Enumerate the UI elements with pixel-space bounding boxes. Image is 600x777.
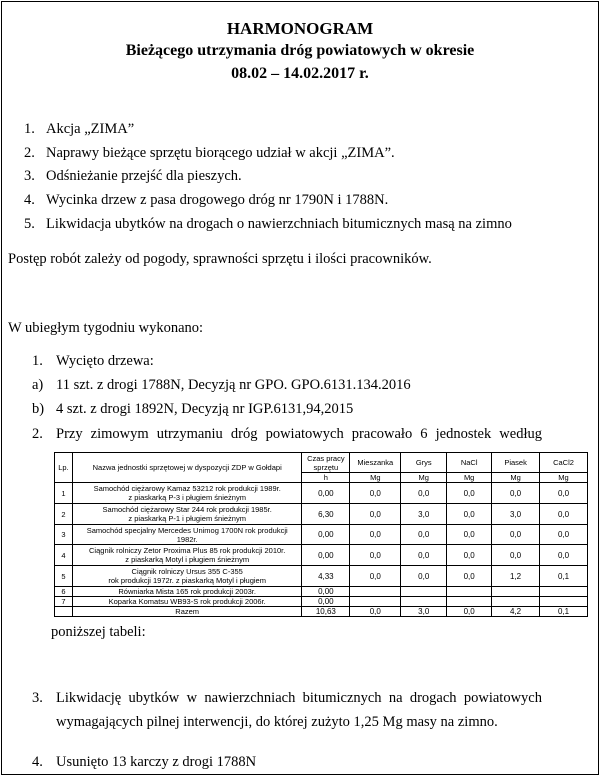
- cell-name-line: Samochód ciężarowy Kamaz 53212 rok produkcji 1989r.: [93, 484, 281, 493]
- cell-cacl: 0,0: [540, 504, 588, 525]
- cell-cacl: 0,0: [540, 483, 588, 504]
- cell-grys: 3,0: [401, 504, 447, 525]
- unit-sand: Mg: [492, 473, 540, 483]
- cell-nacl: [447, 587, 492, 597]
- cell-grys: 0,0: [401, 545, 447, 566]
- cell-nacl: 0,0: [447, 483, 492, 504]
- cell-name-line: Ciągnik rolniczy Zetor Proxima Plus 85 rok produkcji 2010r.: [89, 546, 286, 555]
- table-row: [55, 483, 588, 504]
- sum-nacl: 0,0: [447, 607, 492, 617]
- cell-sand: 0,0: [492, 525, 540, 545]
- header-cacl: CaCl2: [540, 453, 588, 473]
- header-grys: Grys: [401, 453, 447, 473]
- cell-lp: 4: [55, 545, 73, 566]
- header-time: Czas pracy sprzętu: [302, 453, 350, 473]
- cell-name: Koparka Komatsu WB93-S rok produkcji 2006r.: [72, 597, 301, 607]
- cell-time: 4,33: [302, 566, 350, 587]
- cell-mix: 0,0: [350, 504, 401, 525]
- done-subitem-text: 11 szt. z drogi 1788N, Decyzją nr GPO. GPO.6131.134.2016: [56, 377, 411, 393]
- unit-time: h: [302, 473, 350, 483]
- done-item-number: 3.: [32, 690, 43, 706]
- header-lp: Lp.: [55, 453, 73, 483]
- table-row: [55, 597, 588, 607]
- cell-mix: [350, 597, 401, 607]
- table-sum-row: [55, 607, 588, 617]
- cell-cacl: 0,1: [540, 566, 588, 587]
- cell-name: [72, 504, 301, 525]
- cell-lp: 5: [55, 566, 73, 587]
- cell-name: [72, 566, 301, 587]
- done-item-text: Usunięto 13 karczy z drogi 1788N: [56, 754, 257, 770]
- plan-item-number: 5.: [24, 216, 35, 232]
- cell-time: 0,00: [302, 587, 350, 597]
- plan-item-text: Wycinka drzew z pasa drogowego dróg nr 1790N i 1788N.: [46, 192, 389, 208]
- cell-name-line: z piaskarką P-1 i pługiem śnieżnym: [128, 514, 246, 523]
- cell-mix: 0,0: [350, 483, 401, 504]
- plan-item-text: Odśnieżanie przejść dla pieszych.: [46, 168, 242, 184]
- cell-lp: 1: [55, 483, 73, 504]
- cell-lp: 3: [55, 525, 73, 545]
- header-mix: Mieszanka: [350, 453, 401, 473]
- cell-sand: [492, 587, 540, 597]
- cell-cacl: 0,0: [540, 525, 588, 545]
- cell-cacl: [540, 587, 588, 597]
- document-title: HARMONOGRAM: [226, 19, 374, 38]
- cell-name-line: z piaskarką P-3 i pługiem śnieżnym: [128, 493, 246, 502]
- plan-item-text: Akcja „ZIMA”: [46, 121, 135, 137]
- unit-mix: Mg: [350, 473, 401, 483]
- cell-grys: 0,0: [401, 483, 447, 504]
- done-subitem-letter: a): [32, 377, 44, 393]
- table-row: [55, 545, 588, 566]
- sum-label: Razem: [72, 607, 301, 617]
- header-sand: Piasek: [492, 453, 540, 473]
- cell-nacl: 0,0: [447, 545, 492, 566]
- done-item-text: Przy zimowym utrzymaniu dróg powiatowych pracowało 6 jednostek według: [56, 426, 542, 442]
- done-item-number: 1.: [32, 353, 43, 369]
- cell-sand: 1,2: [492, 566, 540, 587]
- document-subtitle: Bieżącego utrzymania dróg powiatowych w okresie: [125, 42, 475, 59]
- cell-name: [72, 545, 301, 566]
- cell-nacl: 0,0: [447, 504, 492, 525]
- cell-sand: 3,0: [492, 504, 540, 525]
- cell-lp: [55, 607, 73, 617]
- cell-grys: [401, 597, 447, 607]
- sum-time: 10,63: [302, 607, 350, 617]
- table-row: [55, 587, 588, 597]
- cell-nacl: [447, 597, 492, 607]
- cell-name-line: 1982r.: [176, 534, 198, 544]
- done-item-number: 2.: [32, 426, 43, 442]
- cell-cacl: [540, 597, 588, 607]
- cell-name-line: Samochód ciężarowy Star 244 rok produkcji 1985r.: [102, 505, 272, 514]
- done-subitem-letter: b): [32, 401, 45, 417]
- unit-nacl: Mg: [447, 473, 492, 483]
- cell-name-line: Samochód specjalny Mercedes Unimog 1700N rok produkcji: [86, 525, 288, 535]
- header-nacl: NaCl: [447, 453, 492, 473]
- unit-grys: Mg: [401, 473, 447, 483]
- cell-time: 6,30: [302, 504, 350, 525]
- done-heading: W ubiegłym tygodniu wykonano:: [8, 320, 204, 336]
- cell-mix: [350, 587, 401, 597]
- plan-item-text: Likwidacja ubytków na drogach o nawierzchniach bitumicznych masą na zimno: [46, 216, 512, 232]
- cell-sand: 0,0: [492, 545, 540, 566]
- cell-time: 0,00: [302, 545, 350, 566]
- done-item-continuation: poniższej tabeli:: [51, 624, 146, 640]
- document-period: 08.02 – 14.02.2017 r.: [231, 65, 369, 82]
- cell-name: [72, 483, 301, 504]
- cell-sand: 0,0: [492, 483, 540, 504]
- cell-mix: 0,0: [350, 525, 401, 545]
- cell-cacl: 0,0: [540, 545, 588, 566]
- cell-time: 0,00: [302, 597, 350, 607]
- table-row: [55, 566, 588, 587]
- cell-name-line: Ciągnik rolniczy Ursus 355 C-355: [131, 567, 243, 576]
- unit-cacl: Mg: [540, 473, 588, 483]
- cell-grys: [401, 587, 447, 597]
- plan-item-number: 1.: [24, 121, 35, 137]
- table-header-row: [55, 453, 588, 473]
- cell-name-line: z piaskarką Motyl i pługiem śnieżnym: [125, 555, 250, 564]
- table-row: [55, 504, 588, 525]
- document-page: [1, 1, 599, 775]
- cell-nacl: 0,0: [447, 525, 492, 545]
- plan-item-text: Naprawy bieżące sprzętu biorącego udział w akcji „ZIMA”.: [46, 145, 395, 161]
- sum-cacl: 0,1: [540, 607, 588, 617]
- cell-mix: 0,0: [350, 545, 401, 566]
- cell-name: Równiarka Mista 165 rok produkcji 2003r.: [72, 587, 301, 597]
- cell-lp: 7: [55, 597, 73, 607]
- plan-item-number: 4.: [24, 192, 35, 208]
- cell-grys: 0,0: [401, 566, 447, 587]
- cell-mix: 0,0: [350, 566, 401, 587]
- sum-sand: 4,2: [492, 607, 540, 617]
- done-subitem-text: 4 szt. z drogi 1892N, Decyzją nr IGP.6131,94,2015: [56, 401, 354, 417]
- cell-lp: 2: [55, 504, 73, 525]
- header-name: Nazwa jednostki sprzętowej w dyspozycji ZDP w Gołdapi: [72, 453, 301, 483]
- cell-nacl: 0,0: [447, 566, 492, 587]
- progress-note: Postęp robót zależy od pogody, sprawności sprzętu i ilości pracowników.: [8, 251, 432, 267]
- done-item-number: 4.: [32, 754, 43, 770]
- done-item-text-line2: wymagających pilnej interwencji, do której zużyto 1,25 Mg masy na zimno.: [56, 714, 498, 730]
- cell-lp: 6: [55, 587, 73, 597]
- done-item-text: Likwidację ubytków w nawierzchniach bitumicznych na drogach powiatowych: [56, 690, 542, 706]
- sum-grys: 3,0: [401, 607, 447, 617]
- equipment-table: [54, 452, 588, 617]
- cell-sand: [492, 597, 540, 607]
- plan-item-number: 3.: [24, 168, 35, 184]
- cell-time: 0,00: [302, 483, 350, 504]
- cell-time: 0,00: [302, 525, 350, 545]
- plan-item-number: 2.: [24, 145, 35, 161]
- sum-mix: 0,0: [350, 607, 401, 617]
- cell-grys: 0,0: [401, 525, 447, 545]
- done-item-text: Wycięto drzewa:: [56, 353, 154, 369]
- cell-name: [72, 525, 301, 545]
- cell-name-line: rok produkcji 1972r. z piaskarką Motyl i pługiem: [108, 576, 266, 585]
- table-row: [55, 525, 588, 545]
